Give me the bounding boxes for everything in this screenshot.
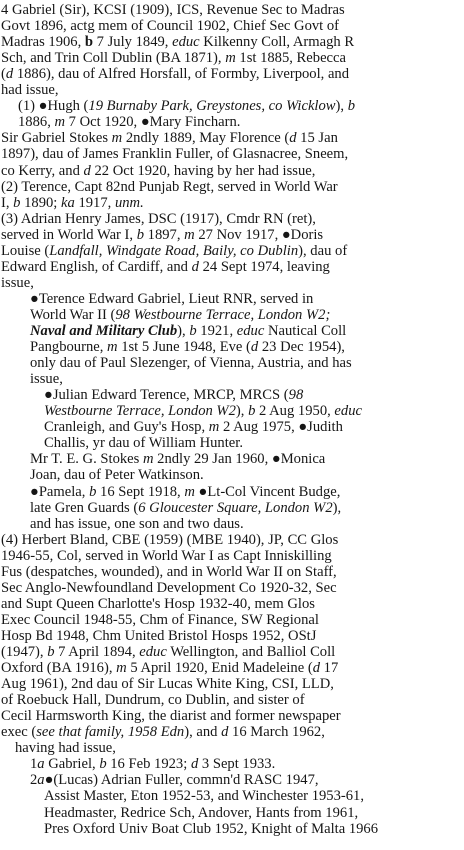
text-line (0, 50, 456, 67)
text-segment: d (190, 756, 199, 773)
text-segment: educ (172, 34, 200, 51)
text-segment: Landfall, Windgate Road, Baily, co Dublin (49, 242, 299, 259)
text-segment: of Roebuck Hall, Dundrum, co Dublin, and sister of (1, 692, 305, 709)
text-segment: a (37, 756, 45, 773)
text-line (0, 130, 456, 147)
text-segment: m (225, 50, 236, 67)
text-segment: having had issue, (15, 740, 116, 757)
text-segment: World War II ( (30, 306, 116, 323)
text-segment: educ (236, 323, 265, 339)
text-segment: ), (335, 98, 348, 115)
text-segment: Wellington, and Balliol Coll (166, 644, 336, 660)
text-segment: 24 Sept 1974, leaving (198, 258, 330, 275)
text-segment: 6 Gloucester Square, London W2 (138, 499, 333, 516)
text-segment: m (208, 419, 220, 436)
text-line (0, 580, 456, 597)
text-segment: 2ndly 29 Jan 1960, ●Monica (153, 451, 326, 468)
text-segment: d (83, 162, 91, 179)
text-segment: m (107, 339, 118, 356)
text-segment: Westbourne Terrace, London W2 (44, 403, 236, 420)
text-segment: Assist Master, Eton 1952-53, and Winchester 1953-61, (44, 788, 364, 805)
text-segment: m (111, 130, 123, 147)
text-segment: ●Julian Edward Terence, MRCP, MRCS ( (44, 387, 289, 404)
text-segment: m (116, 660, 127, 677)
text-segment: b (89, 483, 97, 500)
text-segment: 17 (320, 660, 339, 677)
text-line (0, 788, 456, 805)
text-line (0, 355, 456, 372)
text-segment: Exec Council 1948-55, Chm of Finance, SW Regional (1, 611, 319, 628)
text-line (0, 403, 456, 420)
text-line (0, 532, 456, 549)
text-segment: (4) Herbert Bland, CBE (1959) (MBE 1940), JP, CC Glos (1, 531, 339, 548)
text-segment: m (142, 451, 154, 468)
text-segment: ), and (184, 724, 222, 741)
text-segment: 27 Nov 1917, ●Doris (194, 226, 324, 243)
text-segment: Aug 1961), 2nd dau of Sir Lucas White King, CSI, LLD, (1, 676, 334, 693)
text-segment: unm. (114, 194, 144, 211)
text-segment: 7 July 1849, (93, 34, 173, 51)
text-segment: and Supt Queen Charlotte's Hosp 1932-40, mem Glos (1, 595, 315, 612)
text-segment: 1 (30, 756, 38, 773)
text-segment: Cranleigh, and Guy's Hosp, (44, 419, 209, 436)
text-segment: exec ( (1, 724, 37, 741)
text-line (0, 179, 456, 196)
text-line (0, 435, 456, 452)
text-segment: co Kerry, and (1, 162, 84, 179)
text-segment: Mr T. E. G. Stokes (30, 451, 143, 468)
text-line (0, 484, 456, 501)
text-segment: Govt 1896, actg mem of Council 1902, Chief Sec Govt of (1, 18, 340, 35)
text-line (0, 467, 456, 484)
text-line (0, 114, 456, 131)
text-segment: educ (139, 644, 167, 660)
text-line (0, 291, 456, 308)
text-line (0, 821, 456, 838)
text-line (0, 259, 456, 276)
text-segment: see that family, 1958 Edn (36, 724, 185, 741)
text-segment: Nautical Coll (264, 323, 347, 339)
text-segment: 15 Jan (296, 130, 338, 147)
text-segment: ●Pamela, (30, 483, 90, 500)
text-segment: b (47, 644, 55, 660)
text-segment: Challis, yr dau of William Hunter. (44, 435, 243, 452)
text-segment: Fus (despatches, wounded), and in World War II on Staff, (1, 563, 337, 580)
text-line (0, 98, 456, 115)
text-segment: d (221, 724, 229, 741)
text-segment: issue, (30, 371, 63, 388)
text-line (0, 163, 456, 180)
text-segment: Cecil Harmsworth King, the diarist and former newspaper (1, 708, 341, 725)
text-segment: d (250, 339, 259, 356)
text-segment: issue, (1, 274, 34, 291)
text-segment: 5 April 1920, Enid Madeleine ( (126, 660, 313, 677)
text-line (0, 243, 456, 260)
text-segment: (2) Terence, Capt 82nd Punjab Regt, served in World War (1, 178, 338, 195)
text-segment: b (347, 98, 355, 115)
text-segment: 7 April 1894, (54, 644, 140, 660)
text-line (0, 676, 456, 693)
text-segment: b (99, 756, 107, 773)
text-segment: served in World War I, (1, 226, 137, 243)
text-segment: Louise ( (1, 242, 50, 259)
text-line (0, 323, 456, 340)
text-line (0, 2, 456, 19)
text-line (0, 387, 456, 404)
text-segment: ka (61, 194, 75, 211)
text-line (0, 772, 456, 789)
text-line (0, 628, 456, 645)
text-line (0, 596, 456, 613)
text-segment: ), (332, 499, 342, 516)
text-segment: d (191, 258, 199, 275)
text-segment: 1886, (18, 114, 55, 131)
text-segment: 1897), dau of James Franklin Fuller, of Glasnacree, Sneem, (1, 146, 349, 163)
text-line (0, 660, 456, 677)
text-segment: 22 Oct 1920, having by her had issue, (90, 162, 316, 179)
text-segment: b (189, 323, 197, 339)
text-line (0, 451, 456, 468)
text-segment: 2ndly 1889, May Florence ( (122, 130, 290, 147)
text-segment: only dau of Paul Slezenger, of Vienna, Austria, and has (30, 355, 352, 372)
text-segment: Sir Gabriel Stokes (1, 130, 112, 147)
text-segment: m (54, 114, 66, 131)
text-segment: b (13, 194, 21, 211)
text-segment: late Gren Guards ( (30, 499, 139, 516)
text-line (0, 211, 456, 228)
text-segment: 1886), dau of Alfred Horsfall, of Formby, Liverpool, and (13, 66, 350, 83)
text-line (0, 724, 456, 741)
text-segment: 19 Burnaby Park, Greystones, co Wicklow (88, 98, 336, 115)
text-segment: I, (1, 194, 14, 211)
text-line (0, 307, 456, 324)
text-line (0, 146, 456, 163)
text-segment: Edward English, of Cardiff, and (1, 258, 192, 275)
text-segment: ●Lt-Col Vincent Budge, (194, 483, 341, 500)
text-segment: 1st 1885, Rebecca (235, 50, 346, 67)
text-segment: b (136, 226, 145, 243)
text-segment: Naval and Military Club (30, 323, 178, 339)
text-line (0, 708, 456, 725)
text-line (0, 516, 456, 533)
text-segment: ), (177, 323, 190, 339)
text-line (0, 756, 456, 773)
text-segment: ●Terence Edward Gabriel, Lieut RNR, served in (30, 290, 314, 307)
text-segment: Joan, dau of Peter Watkinson. (30, 467, 204, 484)
text-line (0, 82, 456, 99)
text-segment: educ (334, 403, 362, 420)
text-segment: Oxford (BA 1916), (1, 660, 117, 677)
text-segment: Gabriel, (44, 756, 100, 773)
text-segment: (1947), (1, 644, 48, 660)
text-segment: ( (1, 66, 6, 83)
text-line (0, 500, 456, 517)
text-segment: 1921, (196, 323, 237, 339)
text-segment: had issue, (1, 82, 59, 99)
text-segment: 1946-55, Col, served in World War I as Capt Inniskilling (1, 547, 332, 564)
text-segment: d (289, 130, 297, 147)
text-line (0, 18, 456, 35)
text-segment: 4 Gabriel (Sir), KCSI (1909), ICS, Revenue Sec to Madras (1, 2, 345, 18)
text-line (0, 34, 456, 51)
text-segment: d (5, 66, 14, 83)
text-segment: ), dau of (298, 242, 348, 259)
text-segment: and has issue, one son and two daus. (30, 515, 244, 532)
text-line (0, 644, 456, 661)
text-segment: 2 Aug 1975, ●Judith (219, 419, 343, 436)
text-segment: Kilkenny Coll, Armagh R (199, 34, 355, 51)
text-line (0, 66, 456, 83)
text-line (0, 564, 456, 581)
text-segment: 7 Oct 1920, ●Mary Fincharn. (65, 114, 241, 131)
text-segment: 2 Aug 1950, (255, 403, 335, 420)
text-line (0, 275, 456, 292)
text-segment: Sec Anglo-Newfoundland Development Co 1920-32, Sec (1, 579, 337, 596)
text-segment: b (248, 403, 256, 420)
text-segment: m (184, 226, 195, 243)
text-segment: ●(Lucas) Adrian Fuller, commn'd RASC 1947, (44, 772, 319, 789)
text-line (0, 548, 456, 565)
text-segment: 1890; (20, 194, 62, 211)
text-segment: 16 March 1962, (228, 724, 325, 741)
text-segment: 16 Sept 1918, (96, 483, 185, 500)
text-segment: Pres Oxford Univ Boat Club 1952, Knight of Malta 1966 (44, 820, 379, 837)
text-segment: Sch, and Trin Coll Dublin (BA 1871), (1, 50, 226, 67)
text-segment: Pangbourne, (30, 339, 108, 356)
text-segment: 1917, (74, 194, 115, 211)
text-segment: 98 (288, 387, 304, 404)
text-segment: Hosp Bd 1948, Chm United Bristol Hosps 1952, OStJ (1, 627, 317, 644)
text-segment: d (312, 660, 321, 677)
text-segment: (1) ●Hugh ( (18, 98, 89, 115)
text-line (0, 419, 456, 436)
text-segment: m (184, 483, 195, 500)
text-segment: 2 (30, 772, 38, 789)
text-segment: 23 Dec 1954), (258, 339, 345, 356)
text-segment: a (37, 772, 45, 789)
text-line (0, 612, 456, 629)
text-segment: 1897, (144, 226, 185, 243)
text-segment: 16 Feb 1923; (106, 756, 191, 773)
text-line (0, 195, 456, 212)
text-segment: 1st 5 June 1948, Eve ( (117, 339, 251, 356)
text-line (0, 692, 456, 709)
text-line (0, 227, 456, 244)
text-line (0, 740, 456, 757)
text-segment: Headmaster, Redrice Sch, Andover, Hants from 1961, (44, 804, 359, 821)
text-line (0, 339, 456, 356)
text-segment: (3) Adrian Henry James, DSC (1917), Cmdr RN (ret), (1, 210, 316, 227)
text-line (0, 371, 456, 388)
text-segment: b (84, 34, 94, 51)
text-segment: ), (235, 403, 249, 420)
text-segment: 98 Westbourne Terrace, London W2; (115, 306, 331, 323)
text-line (0, 805, 456, 822)
text-segment: Madras 1906, (1, 34, 85, 51)
text-segment: 3 Sept 1933. (198, 756, 276, 773)
